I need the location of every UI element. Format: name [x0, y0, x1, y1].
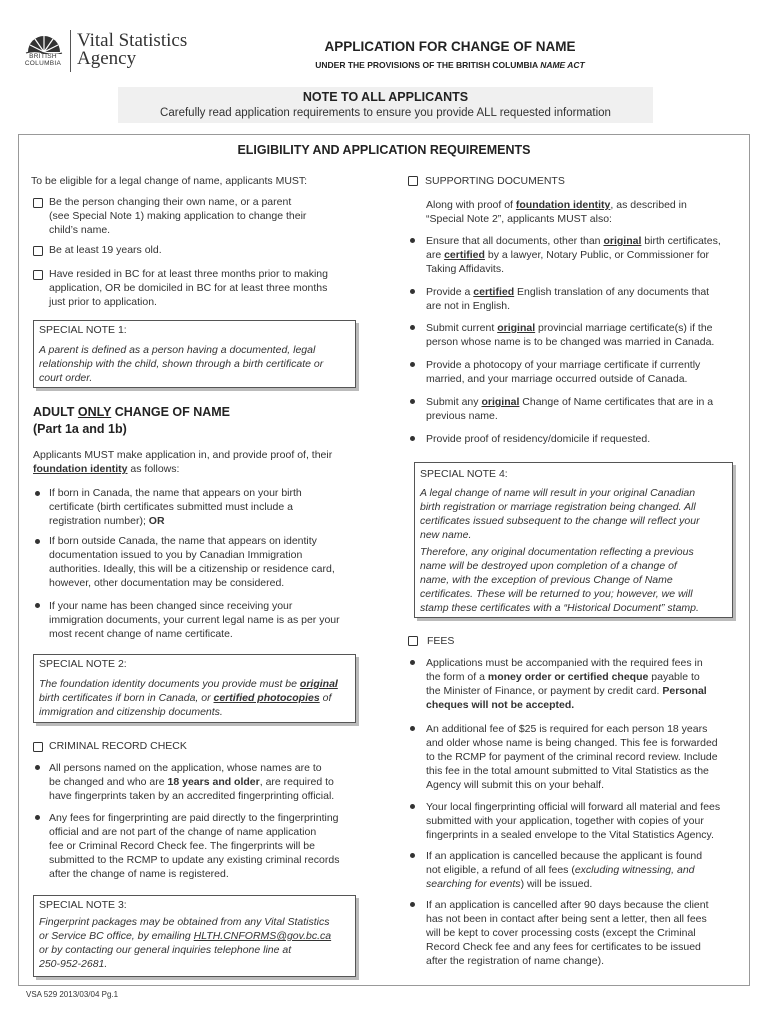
checkbox-icon[interactable] [33, 742, 43, 752]
supporting-bullet: Provide proof of residency/domicile if requested. [426, 433, 651, 445]
bullet-icon [35, 539, 40, 544]
page-title: APPLICATION FOR CHANGE OF NAME [324, 39, 576, 54]
bullet-icon [35, 603, 40, 608]
supporting-intro: Along with proof of foundation identity, as described in “Special Note 2”, applicants MUST also: [426, 199, 687, 225]
special-note-2: SPECIAL NOTE 2: The foundation identity documents you provide must be original birth certificates if born in Canada, or certified photocopies of immigration and citizenship documents. [33, 654, 356, 723]
page-subtitle: UNDER THE PROVISIONS OF THE BRITISH COLUMBIA NAME ACT [315, 60, 585, 70]
supporting-bullet: Ensure that all documents, other than original birth certificates, are certified by a lawyer, Notary Public, or Commissioner for Taking Affidavits. [426, 235, 721, 275]
checkbox-icon[interactable] [33, 198, 43, 208]
supporting-bullet: Submit current original provincial marriage certificate(s) if the person whose name is to be changed was married in Canada. [426, 322, 715, 348]
note-title: NOTE TO ALL APPLICANTS [302, 90, 469, 104]
bullet-icon [410, 853, 415, 858]
fees-bullet: Applications must be accompanied with the required fees in the form of a money order or certified cheque payable to the Minister of Finance, or payment by credit card. Personal cheques will not be accepted. [426, 657, 707, 711]
fees-title: FEES [427, 635, 455, 647]
adult-bullet: If your name has been changed since receiving your immigration documents, your current legal name is as per your most recent change of name certificate. [49, 600, 340, 640]
supporting-bullet: Submit any original Change of Name certificates that are in a previous name. [426, 396, 714, 422]
bc-sun-logo-icon [24, 30, 64, 54]
checkbox-icon[interactable] [408, 636, 418, 646]
special-note-3: SPECIAL NOTE 3: Fingerprint packages may be obtained from any Vital Statistics or Service BC office, by emailing HLTH.CNFORMS@gov.bc.ca or by contacting our general inquiries telephone line at 250-952-2681. [33, 895, 356, 977]
checkbox-icon[interactable] [33, 270, 43, 280]
adult-heading: ADULT ONLY CHANGE OF NAME (Part 1a and 1b) [33, 405, 231, 436]
criminal-record-title: CRIMINAL RECORD CHECK [49, 740, 187, 752]
adult-bullet: If born in Canada, the name that appears on your birth certificate (birth certificates submitted must include a registration number); OR [49, 487, 302, 527]
bullet-icon [410, 902, 415, 907]
eligibility-item: Be the person changing their own name, or a parent (see Special Note 1) making application to change their child’s name. [49, 196, 307, 236]
checkbox-icon[interactable] [408, 176, 418, 186]
bullet-icon [35, 491, 40, 496]
special-note-4: SPECIAL NOTE 4: A legal change of name will result in your original Canadian birth registration or marriage registration being changed. All certificates issued subsequent to the change will reflect your new name. Therefore, any original documentation reflecting a previous name will be destroyed upon completion of a change of name, with the exception of previous Change of Name certificates. These will be returned to you; however, we will stamp these certificates with a “Historical Document” stamp. [414, 462, 733, 618]
fees-bullet: If an application is cancelled after 90 days because the client has not been in contact after being sent a letter, then all fees will be kept to cover processing costs (except the Criminal Record Check fee and any fees for certificates to be issued after the registration of name change). [426, 899, 709, 967]
bullet-icon [410, 238, 415, 243]
eligibility-item: Be at least 19 years old. [49, 244, 162, 256]
note-text: Carefully read application requirements to ensure you provide ALL requested information [160, 107, 611, 119]
note-to-applicants [118, 87, 653, 123]
eligibility-intro: To be eligible for a legal change of name, applicants MUST: [31, 175, 308, 187]
form-footer: VSA 529 2013/03/04 Pg.1 [26, 990, 119, 999]
adult-bullet: If born outside Canada, the name that appears on identity documentation issued to you by Canadian Immigration authorities. Ideally, this will be a citizenship or residence card, however, other documentation may be considered. [49, 535, 335, 589]
supporting-documents-title: SUPPORTING DOCUMENTS [425, 175, 565, 187]
adult-intro: Applicants MUST make application in, and provide proof of, their foundation identity as follows: [33, 449, 333, 475]
criminal-bullet: Any fees for fingerprinting are paid directly to the fingerprinting official and are not part of the change of name application fee or Criminal Record Check fee. The fingerprints will be submitted to the RCMP to update any existing criminal records after the change of name is registered. [49, 812, 340, 880]
bullet-icon [410, 289, 415, 294]
bullet-icon [410, 399, 415, 404]
fees-bullet: An additional fee of $25 is required for each person 18 years and older whose name is being changed. This fee is forwarded to the RCMP for payment of the criminal record review. Include this fee in the total amount submitted to Vital Statistics as the Agency will submit this on your behalf. [426, 723, 718, 791]
bullet-icon [410, 325, 415, 330]
fees-bullet: Your local fingerprinting official will forward all material and fees submitted with your application, together with copies of your fingerprints in a sealed envelope to the Vital Statistics Agency. [426, 801, 721, 841]
logo-wordmark: BRITISH COLUMBIA [24, 53, 62, 67]
logo-divider [70, 30, 71, 72]
bullet-icon [410, 804, 415, 809]
supporting-bullet: Provide a photocopy of your marriage certificate if currently married, and your marriage occurred outside of Canada. [426, 359, 701, 385]
fees-bullet: If an application is cancelled because the applicant is found not eligible, a refund of all fees (excluding witnessing, and searching for events) will be issued. [426, 850, 703, 890]
bullet-icon [35, 765, 40, 770]
bullet-icon [410, 726, 415, 731]
checkbox-icon[interactable] [33, 246, 43, 256]
supporting-bullet: Provide a certified English translation of any documents that are not in English. [426, 286, 710, 312]
eligibility-item: Have resided in BC for at least three months prior to making application, OR be domiciled in BC for at least three months just prior to application. [49, 268, 328, 308]
bullet-icon [410, 436, 415, 441]
bullet-icon [410, 660, 415, 665]
criminal-bullet: All persons named on the application, whose names are to be changed and who are 18 years and older, are required to have fingerprints taken by an accredited fingerprinting official. [49, 762, 335, 802]
bullet-icon [410, 362, 415, 367]
bullet-icon [35, 815, 40, 820]
special-note-1: SPECIAL NOTE 1: A parent is defined as a person having a documented, legal relationship with the child, shown through a birth certificate or court order. [33, 320, 356, 388]
agency-name: Vital Statistics Agency [77, 30, 188, 69]
eligibility-title: ELIGIBILITY AND APPLICATION REQUIREMENTS [237, 143, 531, 157]
email-link[interactable]: HLTH.CNFORMS@gov.bc.ca [193, 930, 332, 942]
